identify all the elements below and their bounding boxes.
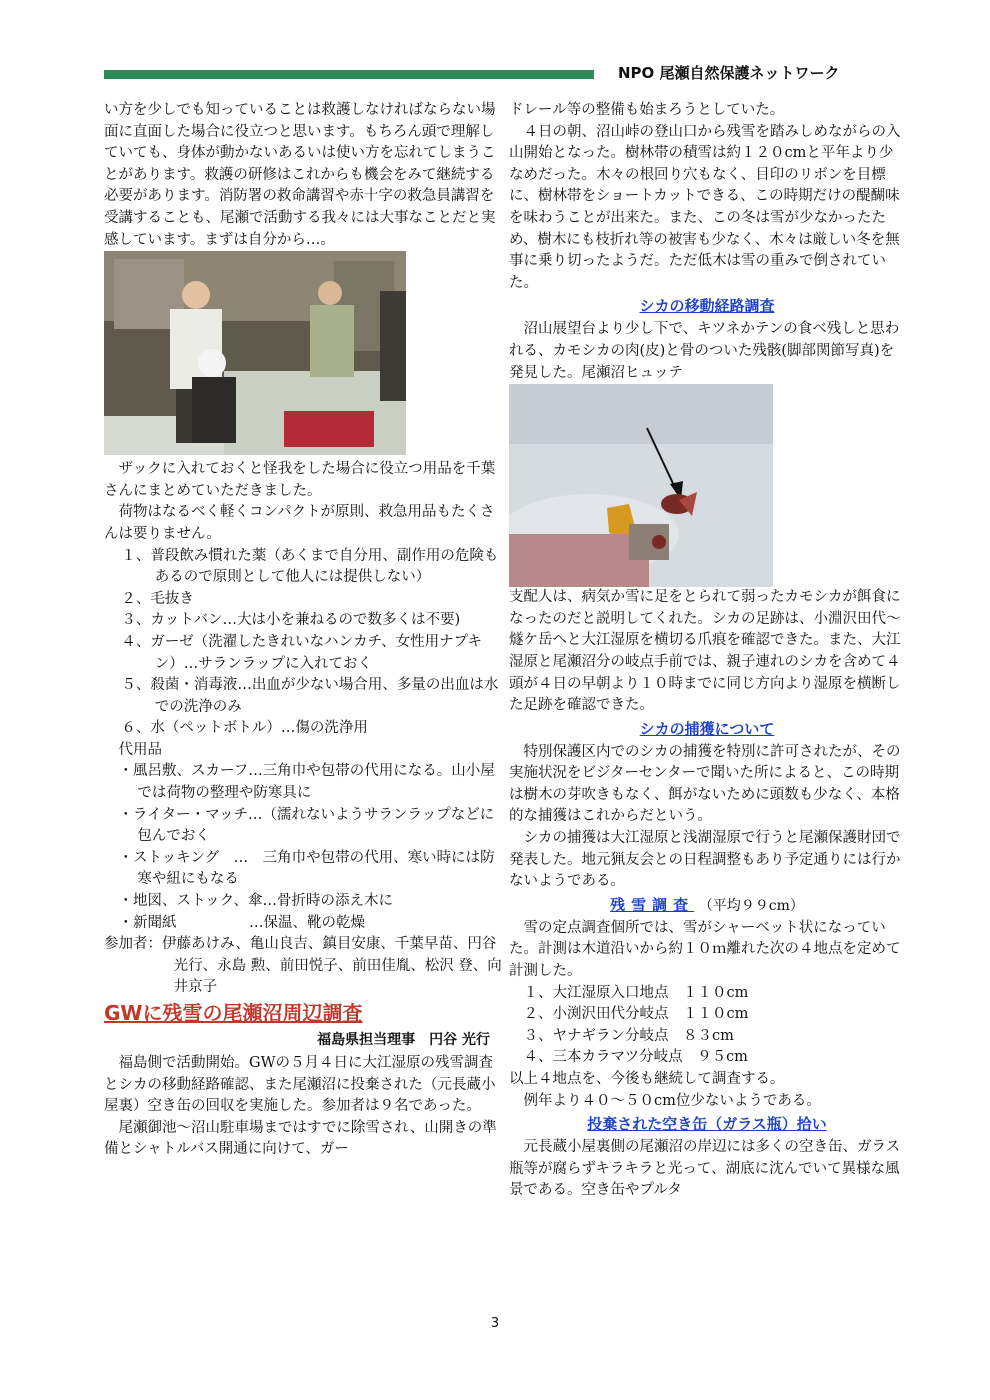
article-paragraph-2: 尾瀬御池～沼山駐車場まではすでに除雪され、山開きの準備とシャトルバス開通に向けて、ガー [104, 1119, 497, 1158]
hike-paragraph: ４日の朝、沼山峠の登山口から残雪を踏みしめながらの入山開始となった。樹林帯の積雪は約１２０cmと平年より少なめだった。木々の根回り穴もなく、目印のリボンを目標に、樹林帯をショートカットできる、この時期だけの醍醐味を味わうことが出来た。また、この冬は雪が少なかったため、樹木にも枝折れ等の被害も少なく、木々は厳しい冬を無事に乗り切ったようだ。ただ低木は雪の重みで倒されていた。 [509, 123, 901, 291]
snow-survey-point: ４、三本カラマツ分岐点 ９５cm [523, 1049, 748, 1066]
substitute-item: ・ライター・マッチ…（濡れないようサランラップなどに包んでおく [118, 806, 495, 845]
section-heading-snow-survey-row [509, 893, 905, 918]
remains-photo-image [509, 384, 773, 587]
continued-paragraph: ドレール等の整備も始まろうとしていた。 [509, 102, 785, 118]
section-heading-deer-route: シカの移動経路調査 [639, 297, 775, 316]
snow-survey-average: （平均９９cm） [698, 897, 804, 914]
substitutes-heading: 代用品 [118, 741, 162, 758]
left-column [104, 100, 502, 1161]
snow-survey-point: １、大江湿原入口地点 １１０cm [523, 984, 749, 1001]
article-title: GWに残雪の尾瀬沼周辺調査 [104, 1001, 363, 1025]
snow-survey-paragraph: 雪の定点調査個所では、雪がシャーベット状になっていた。計測は木道沿いから約１０ｍ離れた次の４地点を定めて計測した。 [509, 919, 901, 980]
after-photo-paragraph-2: 荷物はなるべく軽くコンパクトが原則、救急用品もたくさんは要りません。 [104, 504, 495, 542]
after-photo-paragraph-1: ザックに入れておくと怪我をした場合に役立つ用品を千葉さんにまとめていただきました。 [104, 461, 496, 499]
first-aid-item: ５、殺菌・消毒液…出血が少ない場合用、多量の出血は水での洗浄のみ [121, 677, 499, 715]
snow-survey-conclusion: 以上４地点を、今後も継続して調査する。 [509, 1071, 785, 1087]
newsletter-title: NPO 尾瀬自然保護ネットワーク [618, 64, 840, 82]
training-photo-image [104, 251, 406, 455]
section-heading-snow-survey: 残雪調査 [610, 895, 695, 914]
substitute-item: ・新聞紙 …保温、靴の乾燥 [118, 914, 365, 931]
first-aid-item: ２、毛抜き [121, 590, 194, 607]
deer-route-paragraph: 沼山展望台より少し下で、キツネかテンの食べ残しと思われる、カモシカの肉(皮)と骨のついた残骸(脚部関節写真)を発見した。尾瀬沼ヒュッテ [509, 321, 900, 381]
substitute-item: ・地図、ストック、傘…骨折時の添え木に [118, 893, 393, 910]
snow-survey-comparison: 例年より４０～５０cm位少ないようである。 [523, 1092, 821, 1109]
section-heading-deer-capture: シカの捕獲について [639, 719, 775, 738]
snow-survey-point: ３、ヤナギラン分岐点 ８３cm [523, 1027, 734, 1044]
substitute-item: ・ストッキング … 三角巾や包帯の代用、寒い時には防寒や紐にもなる [118, 849, 495, 888]
first-aid-item: ４、ガーゼ（洗濯したきれいなハンカチ、女性用ナプキン）…サランラップに入れておく [121, 633, 483, 672]
right-column [509, 100, 905, 1202]
can-cleanup-paragraph: 元長蔵小屋裏側の尾瀬沼の岸辺には多くの空き缶、ガラス瓶等が腐らずキラキラと光って、湖底に沈んでいて異様な風景である。空き缶やプルタ [509, 1139, 901, 1199]
serow-remains-photo [509, 384, 773, 587]
deer-route-paragraph-continued: 支配人は、病気か雪に足をとられて弱ったカモシカが餌食になったのだと説明してくれた。シカの足跡は、小淵沢田代～燧ケ岳へと大江湿原を横切る爪痕を確認できた。また、大江湿原と尾瀬沼分の岐点手前では、親子連れのシカを含めて４頭が４日の早朝より１０時までに同じ方向より湿原を横断した足跡を確認できた。 [509, 589, 901, 714]
substitute-item: ・風呂敷、スカーフ…三角巾や包帯の代用になる。山小屋では荷物の整理や防寒具に [118, 763, 495, 802]
page-number: 3 [490, 1316, 500, 1331]
snow-survey-point: ２、小渕沢田代分岐点 １１０cm [523, 1006, 749, 1023]
first-aid-item: ３、カットバン…大は小を兼ねるので数多くは不要) [121, 612, 461, 629]
first-aid-item: ６、水（ペットボトル）…傷の洗浄用 [121, 720, 368, 737]
participants-list: 参加者：伊藤あけみ、亀山良吉、鎮目安康、千葉早苗、円谷光行、永島 勲、前田悦子、前田佳胤、松沢 登、向井京子 [104, 936, 502, 996]
article-author: 福島県担当理事 円谷 光行 [317, 1032, 490, 1048]
deer-capture-paragraph-1: 特別保護区内でのシカの捕獲を特別に許可されたが、その実施状況をビジターセンターで聞いた所によると、この時期は樹木の芽吹きもなく、餌がないために頭数も少なく、本格的な捕獲はこれからだという。 [509, 743, 901, 825]
section-heading-can-cleanup: 投棄された空き缶（ガラス瓶）拾い [587, 1115, 827, 1134]
article-paragraph-1: 福島側で活動開始。GWの５月４日に大江湿原の残雪調査とシカの移動経路確認、また尾瀬沼に投棄された（元長蔵小屋裏）空き缶の回収を実施した。参加者は９名であった。 [104, 1055, 496, 1115]
first-aid-item: １、普段飲み慣れた薬（あくまで自分用、副作用の危険もあるので原則として他人には提供しない） [121, 547, 499, 586]
deer-capture-paragraph-2: シカの捕獲は大江湿原と浅湖湿原で行うと尾瀬保護財団で発表した。地元猟友会との日程調整もあり予定通りには行かないようである。 [509, 830, 901, 890]
intro-paragraph: い方を少しでも知っていることは救護しなければならない場面に直面した場合に役立つと思います。もちろん頭で理解していても、身体が動かないあるいは使い方を忘れてしまうことがあります。救護の研修はこれからも機会をみて継続する必要があります。消防署の救命講習や赤十字の救急員講習を受講することも、尾瀬で活動する我々には大事なことだと実感しています。まずは自分から…。 [104, 102, 496, 248]
first-aid-training-photo [104, 251, 406, 455]
header-rule [104, 70, 594, 79]
